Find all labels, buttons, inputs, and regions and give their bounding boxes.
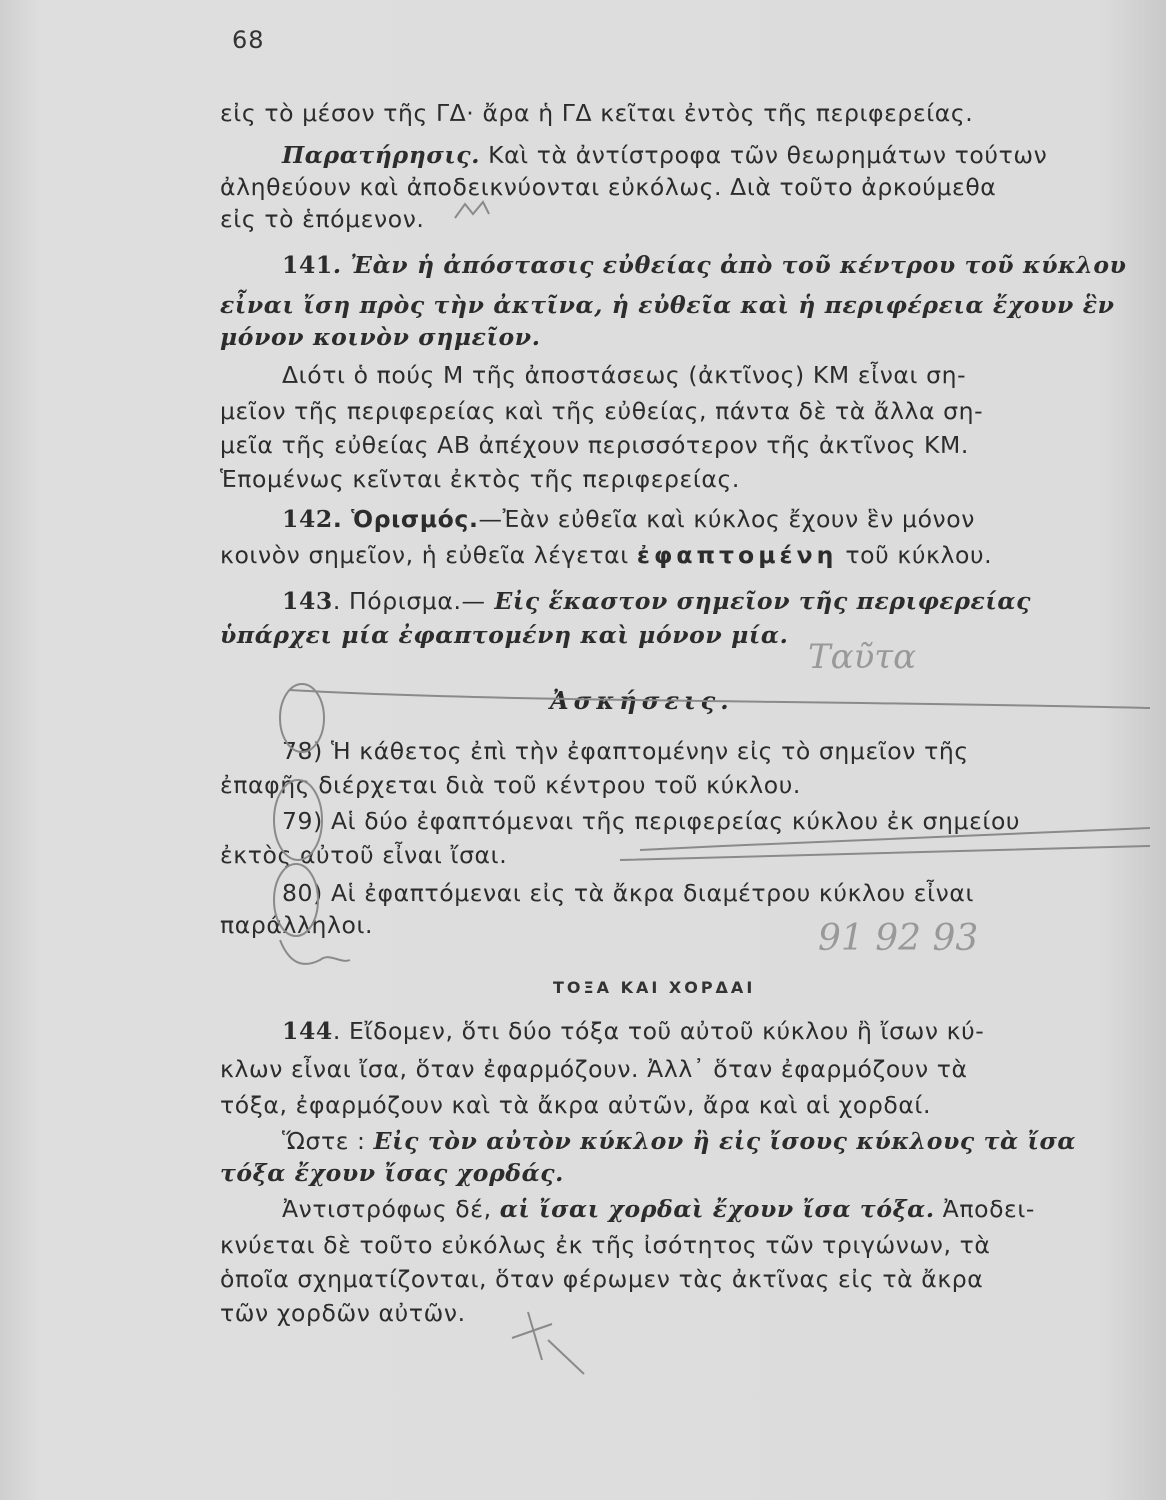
text-line: Διότι ὁ πούς Μ τῆς ἀποστάσεως (ἀκτῖνος) ΚΜ εἶναι ση- <box>282 361 967 389</box>
remark-label: Παρατήρησις. <box>282 141 480 169</box>
text-line: εἰς τὸ ἑπόμενον. <box>220 205 425 233</box>
text-line: μεῖα τῆς εὐθείας ΑΒ ἀπέχουν περισσότερον τῆς ἀκτῖνος ΚΜ. <box>220 431 970 459</box>
theorem-141: 141. Ἐὰν ἡ ἀπόστασις εὐθείας ἀπὸ τοῦ κέντρου τοῦ κύκλου <box>282 251 1127 279</box>
text-line: τόξα, ἐφαρμόζουν καὶ τὰ ἄκρα αὐτῶν, ἄρα καὶ αἱ χορδαί. <box>220 1091 932 1119</box>
text-line: τόξα ἔχουν ἴσας χορδάς. <box>220 1159 564 1187</box>
term-tangent: ἐφαπτομένη <box>636 541 838 569</box>
text-line: ἐκτὸς αὐτοῦ εἶναι ἴσαι. <box>220 841 508 869</box>
exercise-79: 79) Αἱ δύο ἐφαπτόμεναι τῆς περιφερείας κύκλου ἐκ σημείου <box>282 807 1021 835</box>
text-line: κοινὸν σημεῖον, ἡ εὐθεῖα λέγεται ἐφαπτομένη τοῦ κύκλου. <box>220 541 993 569</box>
definition-142: 142. Ὁρισμός.—Ἐὰν εὐθεῖα καὶ κύκλος ἔχουν ἓν μόνον <box>282 505 975 533</box>
text-line: Ὥστε : Εἰς τὸν αὐτὸν κύκλον ἢ εἰς ἴσους κύκλους τὰ ἴσα <box>282 1127 1077 1155</box>
text-line: Ἑπομένως κεῖνται ἐκτὸς τῆς περιφερείας. <box>220 465 740 493</box>
pencil-mark <box>280 940 350 964</box>
pencil-mark <box>512 1312 584 1374</box>
exercise-80: 80) Αἱ ἐφαπτόμεναι εἰς τὰ ἄκρα διαμέτρου κύκλου εἶναι <box>282 879 975 907</box>
text-line: παράλληλοι. <box>220 911 374 939</box>
text-line: Ἀντιστρόφως δέ, αἱ ἴσαι χορδαὶ ἔχουν ἴσα τόξα. Ἀποδει- <box>282 1195 1035 1223</box>
text-line: 144. Εἴδομεν, ὅτι δύο τόξα τοῦ αὐτοῦ κύκλου ἢ ἴσων κύ- <box>282 1017 985 1045</box>
text-line: μεῖον τῆς περιφερείας καὶ τῆς εὐθείας, πάντα δὲ τὰ ἄλλα ση- <box>220 397 984 425</box>
exercises-heading: Ἀσκήσεις. <box>550 686 734 715</box>
text-line: μόνον κοινὸν σημεῖον. <box>220 323 541 351</box>
pencil-mark <box>455 202 489 218</box>
text-line: ὁποῖα σχηματίζονται, ὅταν φέρωμεν τὰς ἀκτῖνας εἰς τὰ ἄκρα <box>220 1265 984 1293</box>
text-line: ἀληθεύουν καὶ ἀποδεικνύονται εὐκόλως. Διὰ τοῦτο ἀρκούμεθα <box>220 173 997 201</box>
pencil-circle <box>280 684 324 752</box>
exercise-78: 78) Ἡ κάθετος ἐπὶ τὴν ἐφαπτομένην εἰς τὸ σημεῖον τῆς <box>282 737 969 765</box>
text-line: Παρατήρησις. Καὶ τὰ ἀντίστροφα τῶν θεωρημάτων τούτων <box>282 141 1048 169</box>
pencil-line <box>290 690 1150 708</box>
section-heading: ΤΟΞΑ ΚΑΙ ΧΟΡΔΑΙ <box>553 978 756 997</box>
handwritten-numbers: 91 92 93 <box>818 918 979 959</box>
text-line: εἰς τὸ μέσον τῆς ΓΔ· ἄρα ἡ ΓΔ κεῖται ἐντὸς τῆς περιφερείας. <box>220 99 974 127</box>
text-line: ἐπαφῆς διέρχεται διὰ τοῦ κέντρου τοῦ κύκλου. <box>220 771 802 799</box>
page-number: 68 <box>232 26 265 54</box>
text-line: κνύεται δὲ τοῦτο εὐκόλως ἐκ τῆς ἰσότητος τῶν τριγώνων, τὰ <box>220 1231 991 1259</box>
handwritten-note: Ταῦτα <box>808 637 917 677</box>
text-line: ὑπάρχει μία ἐφαπτομένη καὶ μόνον μία. <box>220 621 789 649</box>
text-line: τῶν χορδῶν αὐτῶν. <box>220 1299 466 1327</box>
text-line: εἶναι ἴση πρὸς τὴν ἀκτῖνα, ἡ εὐθεῖα καὶ ἡ περιφέρεια ἔχουν ἓν <box>220 291 1115 319</box>
corollary-143: 143. Πόρισμα.— Εἰς ἕκαστον σημεῖον τῆς περιφερείας <box>282 587 1031 615</box>
pencil-circle <box>274 780 322 860</box>
text-line: κλων εἶναι ἴσα, ὅταν ἐφαρμόζουν. Ἀλλ᾽ ὅταν ἐφαρμόζουν τὰ <box>220 1055 968 1083</box>
pencil-line <box>640 828 1150 850</box>
pencil-circle <box>274 864 318 936</box>
